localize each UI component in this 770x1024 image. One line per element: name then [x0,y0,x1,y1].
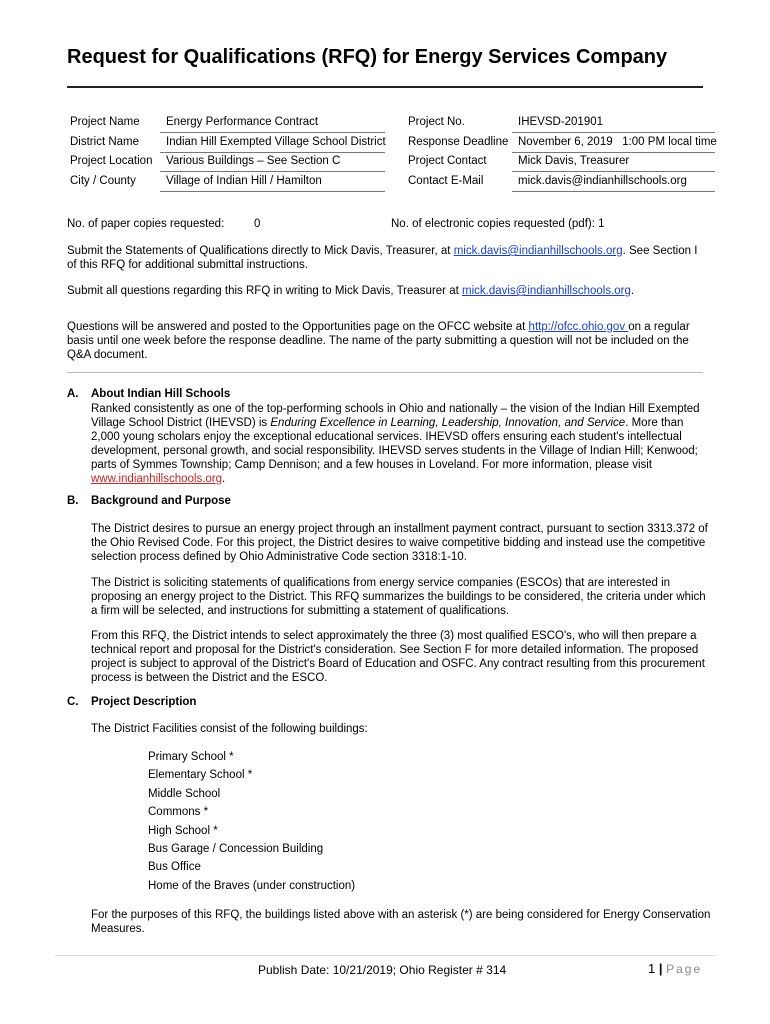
vision-statement: Enduring Excellence in Learning, Leadership, Innovation, and Service [270,417,626,429]
paper-copies-value: 0 [254,218,261,230]
list-item: Middle School [148,787,221,800]
title-divider [67,86,703,88]
buildings-list [148,750,355,897]
submit-paragraph [67,244,707,272]
section-b-paragraph-2: The District is soliciting statements of qualifications from energy service companies (ESCOs) that are interested in proposing an energy project to the District. This RFQ summarizes the buildings to be considered, the criteria under which a firm will be selected, and instructions for submitting a statement of qualifications. [91,577,706,617]
list-item: Bus Garage / Concession Building [148,842,324,855]
section-b-letter: B. [67,495,79,507]
info-value: mick.davis@indianhillschools.org [518,174,687,187]
section-b-title: Background and Purpose [91,495,231,507]
info-value: Village of Indian Hill / Hamilton [166,174,322,187]
list-item: High School * [148,824,218,837]
info-value: IHEVSD-201901 [518,116,604,128]
page-indicator [648,961,702,976]
info-label: Project Contact [408,155,487,167]
list-item: Bus Office [148,861,201,874]
questions-answered-text: Questions will be answered and posted to the Opportunities page on the OFCC website at [67,321,529,333]
section-c-title: Project Description [91,696,197,708]
info-label: Project Location [70,155,153,167]
info-label: Project Name [70,116,140,128]
submit-text: Submit the Statements of Qualifications directly to Mick Davis, Treasurer, at [67,245,454,257]
section-b-paragraph-1: The District desires to pursue an energy project through an installment payment contract, pursuant to section 3313.372 of the Ohio Revised Code. For this project, the District desires to waive competitive bidding and instead use the competitive selection process defined by Ohio Administrative Code section 3318:1-10. [91,523,708,563]
info-row [67,114,717,134]
electronic-copies-value: 1 [598,218,605,230]
section-c-intro: The District Facilities consist of the following buildings: [91,723,368,735]
section-b-paragraph-3: From this RFQ, the District intends to select approximately the three (3) most qualified ESCO's, who will then prepare a technical report and proposal for the District's consideration. See Section F for more detailed information. The proposed project is subject to approval of the District's Board of Education and OSFC. Any contract resulting from this procurement process is between the District and the ESCO. [91,630,705,684]
ofcc-website-link[interactable]: http://ofcc.ohio.gov [528,321,629,333]
info-value: Various Buildings – See Section C [166,155,341,167]
questions-email-link[interactable]: mick.davis@indianhillschools.org [461,285,631,297]
paper-copies-label: No. of paper copies requested: [67,218,225,230]
list-item: Primary School * [148,751,234,763]
field-underline [512,191,715,192]
section-a-end: . [222,473,226,485]
questions-submit-end: . [630,285,635,297]
project-info-table [67,114,717,192]
copies-line [67,217,707,231]
info-value: November 6, 2019 1:00 PM local time [518,135,717,148]
section-a-body [91,402,711,486]
section-divider [67,372,703,373]
info-row [67,173,717,193]
info-label: City / County [70,174,136,187]
info-value: Indian Hill Exempted Village School District [166,135,386,148]
section-a-text: Ranked consistently as one of the top-performing schools in Ohio and nationally – the vision of the Indian Hill Exempted Village School District (IHEVSD) is [91,403,700,429]
info-row [67,134,717,154]
field-underline [160,191,385,192]
submit-email-link[interactable]: mick.davis@indianhillschools.org [453,245,623,257]
info-value: Mick Davis, Treasurer [518,155,630,167]
info-label: Project No. [408,116,465,128]
info-row [67,153,717,173]
section-a-text-continued: . More than 2,000 young scholars enjoy the exceptional educational services. IHEVSD offers ensuring each student's intellectual development, personal growth, and social responsibility. IHEVSD serves students in the Village of Indian Hill; Kenwood; parts of Symmes Township; Camp Dennison; and a few houses in Loveland. For more information, please visit [91,417,698,471]
page-separator: | [658,961,663,976]
info-label: Contact E-Mail [408,174,484,187]
info-label: Response Deadline [408,135,509,148]
list-item: Home of the Braves (under construction) [148,879,356,892]
questions-answered-end: on a regular basis until one week before the response deadline. The name of the party submitting a question will not be included on the Q&A document. [67,321,690,361]
list-item: Elementary School * [148,769,253,782]
questions-answered-paragraph [67,320,707,362]
section-a-title: About Indian Hill Schools [91,388,231,400]
questions-submit-text: Submit all questions regarding this RFQ in writing to Mick Davis, Treasurer at [67,285,462,297]
submit-text-end: . See Section I of this RFQ for additional submittal instructions. [67,245,698,271]
electronic-copies-label: No. of electronic copies requested (pdf): [391,218,595,230]
footer-divider [55,955,715,956]
section-a-letter: A. [67,388,79,400]
list-item: Commons * [148,806,209,819]
info-label: District Name [70,135,140,148]
page-number: 1 [648,961,656,976]
page-title: Request for Qualifications (RFQ) for Energy Services Company [67,46,668,68]
section-c-closing: For the purposes of this RFQ, the buildings listed above with an asterisk (*) are being considered for Energy Conservation Measures. [91,909,711,935]
section-c-letter: C. [67,696,79,708]
info-value: Energy Performance Contract [166,116,319,128]
publish-date: Publish Date: 10/21/2019; Ohio Register # 314 [258,963,507,977]
district-website-link[interactable]: www.indianhillschools.org [91,473,223,485]
page-word: Page [666,962,703,976]
questions-submit-paragraph [67,284,707,298]
